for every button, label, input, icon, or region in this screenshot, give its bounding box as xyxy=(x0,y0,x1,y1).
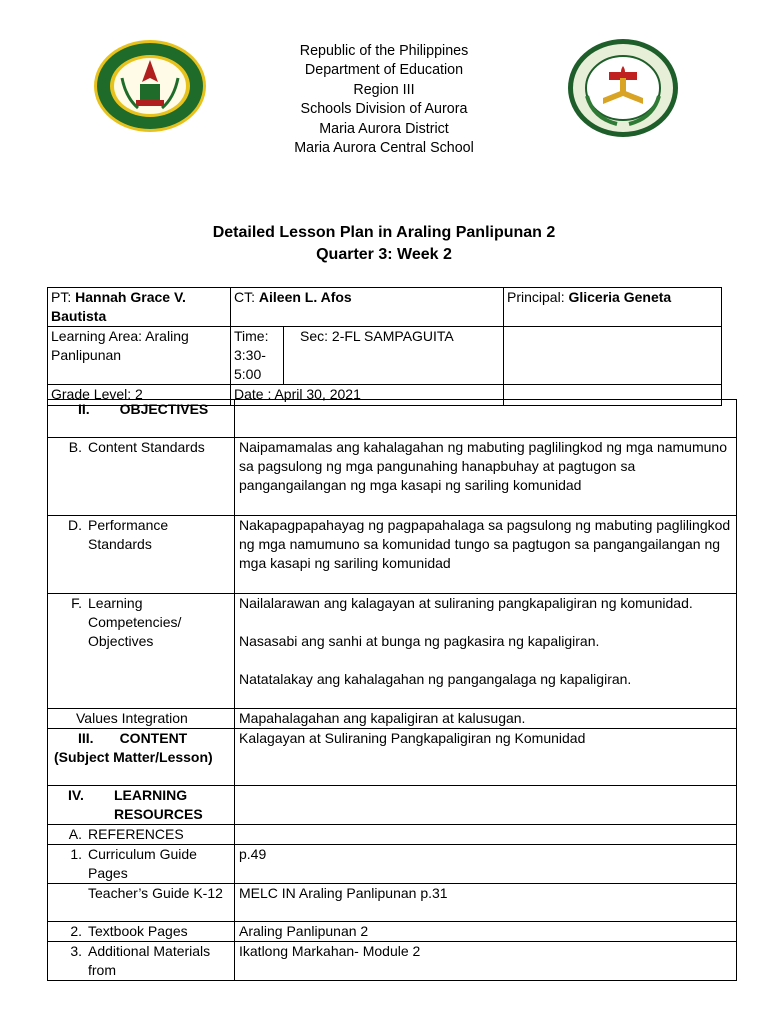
performance-standards-label xyxy=(48,516,235,594)
item-num: 1. xyxy=(70,846,82,862)
school-header xyxy=(200,42,568,158)
title-line-1: Detailed Lesson Plan in Araling Panlipunan 2 xyxy=(212,224,556,241)
item-num: F. xyxy=(71,595,82,611)
ct-cell xyxy=(231,288,504,327)
objectives-num: II. xyxy=(78,401,90,417)
item-label: REFERENCES xyxy=(88,826,184,842)
item-label: Content Standards xyxy=(88,439,205,455)
references-label xyxy=(48,825,235,845)
item-num: 2. xyxy=(70,923,82,939)
header-line: Republic of the Philippines xyxy=(299,43,469,59)
maria-aurora-central-school-seal xyxy=(567,38,680,138)
values-label: Values Integration xyxy=(48,709,235,729)
ct-label: CT: xyxy=(234,289,259,305)
curriculum-label xyxy=(48,845,235,884)
item-label: Textbook Pages xyxy=(88,923,188,939)
time-cell: Time: 3:30-5:00 xyxy=(231,327,284,385)
resources-label: LEARNING RESOURCES xyxy=(114,787,203,822)
item-label: Performance Standards xyxy=(88,517,169,552)
values-text: Mapahalagahan ang kapaligiran at kalusugan. xyxy=(235,709,737,729)
item-label: Additional Materials from xyxy=(88,943,211,978)
performance-standards-text: Nakapagpapahayag ng pagpapahalaga sa pagsulong ng mabuting paglilingkod ng mga namumuno sa komunidad tungo sa pagtugon sa pangangailangan ng mga kasapi ng sariling komunidad xyxy=(235,516,737,594)
header-line: Maria Aurora District xyxy=(319,120,449,137)
textbook-text: Araling Panlipunan 2 xyxy=(235,922,737,942)
learning-area-cell: Learning Area: Araling Panlipunan xyxy=(48,327,231,385)
pt-cell xyxy=(48,288,231,327)
header-line: Region III xyxy=(353,81,415,98)
textbook-label xyxy=(48,922,235,942)
item-num: B. xyxy=(68,439,82,455)
competencies-text xyxy=(235,594,737,709)
item-label: Learning Competencies/ Objectives xyxy=(88,595,182,649)
teachers-guide-label xyxy=(48,884,235,922)
item-num: 3. xyxy=(70,943,82,959)
item-label: Teacher’s Guide K-12 xyxy=(88,885,223,901)
header-line: Department of Education xyxy=(304,62,464,79)
wesleyan-university-seal xyxy=(92,38,208,134)
curriculum-text: p.49 xyxy=(235,845,737,884)
objectives-heading xyxy=(48,400,235,438)
competency-1: Nailalarawan ang kalagayan at suliraning pangkapaligiran ng komunidad. xyxy=(239,595,693,611)
grade-level-cell: Grade Level: 2 xyxy=(48,385,231,406)
principal-value: Gliceria Geneta xyxy=(568,289,672,305)
principal-label: Principal: xyxy=(507,289,569,305)
ct-value: Aileen L. Afos xyxy=(258,289,352,305)
content-text: Kalagayan at Suliraning Pangkapaligiran ng Komunidad xyxy=(235,729,737,786)
section-cell: Sec: 2-FL SAMPAGUITA xyxy=(284,327,504,385)
header-line: Schools Division of Aurora xyxy=(300,101,468,118)
resources-value xyxy=(235,786,737,825)
content-label: CONTENT xyxy=(119,730,188,746)
references-value xyxy=(235,825,737,845)
lesson-plan-table xyxy=(47,399,737,981)
content-heading xyxy=(48,729,235,786)
document-title xyxy=(100,222,668,266)
objectives-label: OBJECTIVES xyxy=(119,401,209,417)
header-line: Maria Aurora Central School xyxy=(294,140,474,157)
content-num: III. xyxy=(78,730,94,746)
empty-cell xyxy=(504,327,722,385)
item-label: Curriculum Guide Pages xyxy=(88,846,197,881)
item-num: D. xyxy=(68,517,82,533)
info-table xyxy=(47,287,722,406)
content-sub: (Subject Matter/Lesson) xyxy=(54,749,213,765)
objectives-value xyxy=(235,400,737,438)
resources-num: IV. xyxy=(68,787,84,803)
content-standards-label xyxy=(48,438,235,516)
competency-2: Nasasabi ang sanhi at bunga ng pagkasira ng kapaligiran. xyxy=(239,633,600,649)
title-line-2: Quarter 3: Week 2 xyxy=(316,246,452,263)
additional-text: Ikatlong Markahan- Module 2 xyxy=(235,942,737,981)
competency-3: Natatalakay ang kahalagahan ng pangangalaga ng kapaligiran. xyxy=(239,671,632,687)
additional-label xyxy=(48,942,235,981)
teachers-guide-text: MELC IN Araling Panlipunan p.31 xyxy=(235,884,737,922)
pt-value: Hannah Grace V. Bautista xyxy=(51,289,186,324)
item-num: A. xyxy=(68,826,82,842)
principal-cell xyxy=(504,288,722,327)
content-standards-text: Naipamamalas ang kahalagahan ng mabuting paglilingkod ng mga namumuno sa pagsulong ng mga pangunahing hanapbuhay at pagtugon sa pangangailangan ng mga kasapi ng sariling komunidad xyxy=(235,438,737,516)
date-cell: Date : April 30, 2021 xyxy=(231,385,504,406)
resources-heading xyxy=(48,786,235,825)
pt-label: PT: xyxy=(51,289,76,305)
competencies-label xyxy=(48,594,235,709)
